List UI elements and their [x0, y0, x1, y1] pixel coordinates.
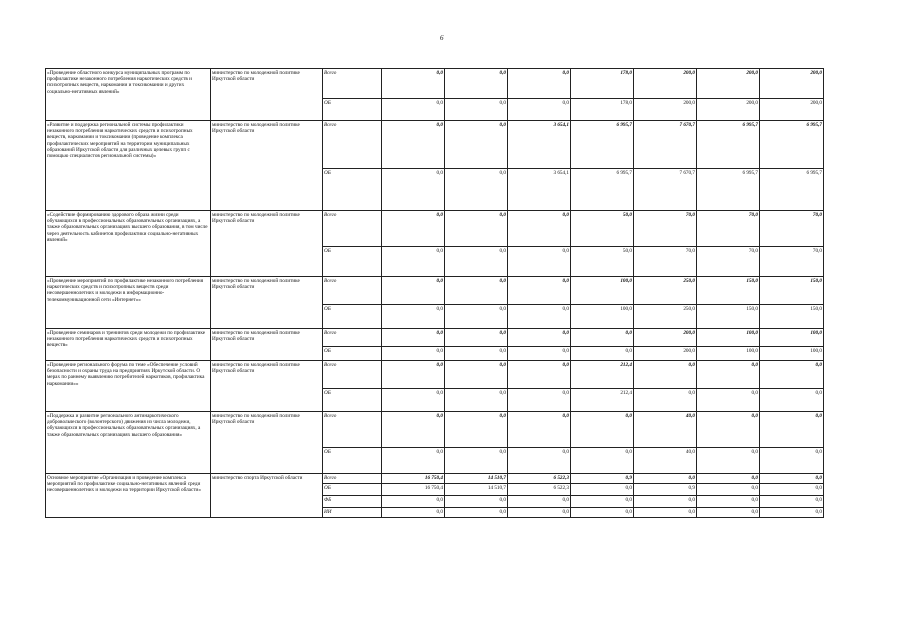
amount-cell: 0,0	[571, 508, 634, 518]
funding-source: ОБ	[323, 448, 382, 474]
amount-cell: 0,0	[382, 389, 445, 412]
amount-cell: 0,0	[508, 508, 571, 518]
table-row	[46, 121, 824, 169]
amount-cell: 0,0	[697, 389, 760, 412]
funding-source: Всего	[323, 474, 382, 484]
amount-cell: 70,0	[697, 211, 760, 247]
amount-cell: 70,0	[760, 247, 824, 277]
amount-cell: 0,0	[445, 305, 508, 329]
amount-cell: 200,0	[634, 99, 697, 121]
amount-cell: 16 750,4	[382, 474, 445, 484]
amount-cell: 100,0	[697, 347, 760, 361]
amount-cell: 16 750,4	[382, 484, 445, 496]
amount-cell: 150,0	[697, 305, 760, 329]
activity-name: «Развитие и поддержка региональной системы профилактики незаконного потребления наркотических средств и психотропных веществ, наркомании и токсикомании (проведение комплекса профилактических мероприятий на территории муниципальных образований Иркутской области для различных целевых групп с помощью специалистов региональной системы)»	[46, 121, 211, 211]
page-number: 6	[440, 34, 444, 42]
amount-cell: 200,0	[760, 99, 824, 121]
amount-cell: 0,0	[382, 329, 445, 347]
executor: министерство по молодежной политике Иркутской области	[211, 211, 323, 277]
amount-cell: 0,0	[445, 69, 508, 99]
amount-cell: 0,0	[445, 508, 508, 518]
amount-cell: 0,0	[445, 99, 508, 121]
amount-cell: 0,0	[445, 389, 508, 412]
amount-cell: 100,0	[571, 305, 634, 329]
amount-cell: 0,0	[697, 474, 760, 484]
amount-cell: 100,0	[760, 347, 824, 361]
amount-cell: 0,0	[382, 277, 445, 305]
activity-name: «Содействие формированию здорового образа жизни среди обучающихся в профессиональных образовательных организациях, а также образовательных организациях высшего образования, в том числе через деятельность кабинетов профилактики социально-негативных явлений»	[46, 211, 211, 277]
amount-cell: 0,0	[571, 329, 634, 347]
amount-cell: 100,0	[571, 277, 634, 305]
amount-cell: 0,0	[508, 69, 571, 99]
amount-cell: 50,0	[571, 247, 634, 277]
amount-cell: 0,0	[382, 99, 445, 121]
amount-cell: 0,0	[382, 69, 445, 99]
amount-cell: 0,9	[634, 484, 697, 496]
amount-cell: 0,0	[571, 412, 634, 448]
funding-source: ОБ	[323, 347, 382, 361]
amount-cell: 6 522,3	[508, 484, 571, 496]
executor: министерство по молодежной политике Иркутской области	[211, 121, 323, 211]
funding-source: ОБ	[323, 305, 382, 329]
executor: министерство по молодежной политике Иркутской области	[211, 329, 323, 361]
amount-cell: 0,0	[445, 169, 508, 211]
amount-cell: 0,0	[382, 448, 445, 474]
amount-cell: 0,0	[760, 484, 824, 496]
amount-cell: 6 995,7	[697, 169, 760, 211]
amount-cell: 200,0	[760, 69, 824, 99]
amount-cell: 40,0	[634, 448, 697, 474]
amount-cell: 200,0	[634, 329, 697, 347]
amount-cell: 0,0	[382, 508, 445, 518]
amount-cell: 70,0	[634, 211, 697, 247]
amount-cell: 0,0	[508, 99, 571, 121]
amount-cell: 212,4	[571, 361, 634, 389]
amount-cell: 14 510,7	[445, 474, 508, 484]
amount-cell: 0,0	[508, 211, 571, 247]
table-row	[46, 211, 824, 247]
amount-cell: 0,0	[634, 474, 697, 484]
amount-cell: 6 995,7	[571, 169, 634, 211]
amount-cell: 0,0	[634, 389, 697, 412]
amount-cell: 0,0	[382, 121, 445, 169]
amount-cell: 0,0	[697, 496, 760, 508]
amount-cell: 40,0	[634, 412, 697, 448]
amount-cell: 0,0	[760, 496, 824, 508]
amount-cell: 0,0	[760, 389, 824, 412]
amount-cell: 6 995,7	[760, 121, 824, 169]
amount-cell: 178,0	[571, 99, 634, 121]
amount-cell: 0,0	[382, 247, 445, 277]
amount-cell: 0,0	[508, 448, 571, 474]
funding-source: ОБ	[323, 484, 382, 496]
amount-cell: 150,0	[697, 277, 760, 305]
funding-source: ФБ	[323, 496, 382, 508]
amount-cell: 0,0	[382, 305, 445, 329]
amount-cell: 100,0	[760, 329, 824, 347]
amount-cell: 0,0	[508, 305, 571, 329]
amount-cell: 7 670,7	[634, 169, 697, 211]
amount-cell: 0,0	[571, 496, 634, 508]
amount-cell: 0,0	[508, 389, 571, 412]
amount-cell: 0,0	[760, 361, 824, 389]
amount-cell: 0,0	[445, 361, 508, 389]
amount-cell: 0,0	[697, 508, 760, 518]
amount-cell: 200,0	[697, 99, 760, 121]
amount-cell: 50,0	[571, 211, 634, 247]
amount-cell: 0,0	[508, 329, 571, 347]
table-row	[46, 412, 824, 448]
amount-cell: 0,0	[634, 361, 697, 389]
table-row	[46, 277, 824, 305]
amount-cell: 0,0	[571, 347, 634, 361]
amount-cell: 0,0	[508, 361, 571, 389]
amount-cell: 7 670,7	[634, 121, 697, 169]
amount-cell: 0,0	[760, 412, 824, 448]
amount-cell: 0,0	[508, 277, 571, 305]
amount-cell: 0,0	[571, 448, 634, 474]
funding-source: Всего	[323, 211, 382, 247]
amount-cell: 0,0	[508, 247, 571, 277]
amount-cell: 0,0	[382, 361, 445, 389]
funding-source: Всего	[323, 412, 382, 448]
amount-cell: 0,0	[445, 329, 508, 347]
activity-name: Основное мероприятие «Организация и проведение комплекса мероприятий по профилактике социально-негативных явлений среди несовершеннолетних и молодежи на территории Иркутской области»	[46, 474, 211, 518]
amount-cell: 0,0	[382, 496, 445, 508]
amount-cell: 200,0	[697, 69, 760, 99]
table-row	[46, 361, 824, 389]
amount-cell: 0,9	[571, 474, 634, 484]
amount-cell: 0,0	[508, 347, 571, 361]
activity-name: «Проведение регионального форума по теме «Обеспечение условий безопасности и охраны труда на предприятиях Иркутской области. О мерах по раннему выявлению потребителей наркотиков, профилактика наркомании»»	[46, 361, 211, 412]
funding-source: ОБ	[323, 389, 382, 412]
amount-cell: 70,0	[697, 247, 760, 277]
amount-cell: 0,0	[445, 496, 508, 508]
activity-name: «Проведение семинаров и тренингов среди молодежи по профилактике незаконного потребления наркотических средств и психотропных веществ»	[46, 329, 211, 361]
amount-cell: 0,0	[445, 412, 508, 448]
amount-cell: 14 510,7	[445, 484, 508, 496]
amount-cell: 0,0	[760, 474, 824, 484]
funding-source: Всего	[323, 69, 382, 99]
table-row	[46, 69, 824, 99]
amount-cell: 0,0	[445, 247, 508, 277]
amount-cell: 0,0	[445, 448, 508, 474]
executor: министерство по молодежной политике Иркутской области	[211, 69, 323, 121]
table-row	[46, 474, 824, 484]
budget-table-body	[46, 69, 824, 518]
amount-cell: 200,0	[634, 347, 697, 361]
amount-cell: 100,0	[697, 329, 760, 347]
amount-cell: 70,0	[634, 247, 697, 277]
budget-table	[45, 68, 824, 518]
amount-cell: 250,0	[634, 277, 697, 305]
funding-source: Всего	[323, 277, 382, 305]
funding-source: ОБ	[323, 247, 382, 277]
amount-cell: 6 995,7	[571, 121, 634, 169]
amount-cell: 70,0	[760, 211, 824, 247]
amount-cell: 0,0	[445, 121, 508, 169]
executor: министерство по молодежной политике Иркутской области	[211, 412, 323, 474]
table-row	[46, 329, 824, 347]
amount-cell: 0,0	[697, 484, 760, 496]
amount-cell: 0,0	[445, 347, 508, 361]
amount-cell: 0,0	[697, 448, 760, 474]
amount-cell: 0,0	[760, 508, 824, 518]
executor: министерство по молодежной политике Иркутской области	[211, 361, 323, 412]
executor: министерство спорта Иркутской области	[211, 474, 323, 518]
funding-source: Всего	[323, 361, 382, 389]
funding-source: Всего	[323, 329, 382, 347]
amount-cell: 0,0	[382, 347, 445, 361]
amount-cell: 200,0	[634, 69, 697, 99]
amount-cell: 0,0	[508, 496, 571, 508]
amount-cell: 150,0	[760, 277, 824, 305]
amount-cell: 0,0	[382, 412, 445, 448]
amount-cell: 0,0	[760, 448, 824, 474]
amount-cell: 0,0	[382, 211, 445, 247]
amount-cell: 178,0	[571, 69, 634, 99]
amount-cell: 0,0	[571, 484, 634, 496]
funding-source: Всего	[323, 121, 382, 169]
amount-cell: 0,0	[508, 412, 571, 448]
activity-name: «Поддержка и развитие регионального антинаркотического добровольческого (волонтерского) движения из числа молодежи, обучающихся в профессиональных образовательных организациях, а также образовательных организациях высшего образования»	[46, 412, 211, 474]
amount-cell: 0,0	[382, 169, 445, 211]
amount-cell: 3 654,1	[508, 121, 571, 169]
amount-cell: 0,0	[697, 361, 760, 389]
executor: министерство по молодежной политике Иркутской области	[211, 277, 323, 329]
amount-cell: 0,0	[445, 277, 508, 305]
amount-cell: 0,0	[697, 412, 760, 448]
amount-cell: 6 522,3	[508, 474, 571, 484]
amount-cell: 0,0	[445, 211, 508, 247]
funding-source: ОБ	[323, 169, 382, 211]
amount-cell: 150,0	[760, 305, 824, 329]
amount-cell: 6 995,7	[697, 121, 760, 169]
funding-source: ОБ	[323, 99, 382, 121]
activity-name: «Проведение мероприятий по профилактике незаконного потребления наркотических средств и психотропных веществ среди несовершеннолетних и молодежи в информационно-телекоммуникационной сети «Интернет»»	[46, 277, 211, 329]
amount-cell: 6 995,7	[760, 169, 824, 211]
amount-cell: 0,0	[634, 496, 697, 508]
funding-source: ИИ	[323, 508, 382, 518]
activity-name: «Проведение областного конкурса муниципальных программ по профилактике незаконного потребления наркотических средств и психотропных веществ, наркомании и токсикомании и других социально-негативных явлений»	[46, 69, 211, 121]
amount-cell: 250,0	[634, 305, 697, 329]
amount-cell: 212,4	[571, 389, 634, 412]
amount-cell: 0,0	[634, 508, 697, 518]
amount-cell: 3 654,1	[508, 169, 571, 211]
